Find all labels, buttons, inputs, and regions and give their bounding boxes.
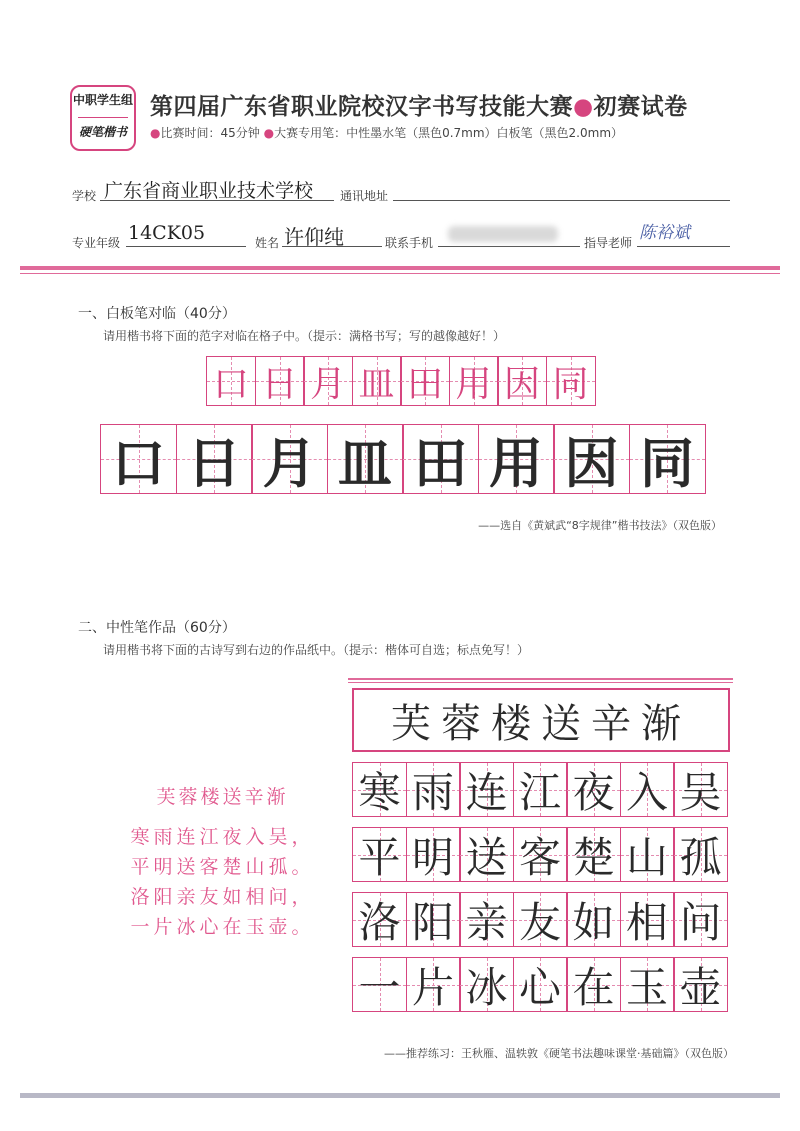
work-char-cell[interactable] (459, 762, 514, 817)
work-char-cell[interactable] (566, 827, 621, 882)
model-char: 月 (309, 363, 346, 405)
student-char: 口 (111, 431, 166, 495)
work-char-cell[interactable] (673, 827, 728, 882)
work-char-cell[interactable] (673, 892, 728, 947)
work-char-cell[interactable] (566, 957, 621, 1012)
work-char-cell[interactable] (352, 957, 407, 1012)
student-char: 田 (413, 431, 468, 495)
model-char: 日 (261, 363, 298, 405)
address-field[interactable] (393, 178, 730, 201)
student-char: 日 (187, 431, 241, 495)
teacher-label: 指导老师 (584, 236, 633, 250)
work-char-cell[interactable] (673, 957, 728, 1012)
model-char-cell (400, 356, 450, 406)
work-char-cell[interactable] (352, 762, 407, 817)
teacher-signature: 陈裕斌 (639, 223, 690, 243)
exam-title (150, 88, 688, 121)
work-char: 平 (358, 832, 401, 882)
work-char-cell[interactable] (513, 957, 568, 1012)
header-divider-band (20, 266, 780, 270)
work-row (352, 762, 727, 817)
student-char-cell[interactable] (629, 424, 706, 494)
work-char-cell[interactable] (513, 762, 568, 817)
work-char-cell[interactable] (406, 892, 461, 947)
phone-field[interactable] (438, 222, 580, 247)
work-char: 一 (358, 962, 401, 1012)
bullet-icon: ● (150, 126, 161, 140)
model-char: 田 (406, 363, 443, 405)
work-char-cell[interactable] (620, 762, 675, 817)
model-char: 因 (503, 363, 540, 405)
work-char: 友 (518, 897, 561, 947)
work-char: 如 (572, 897, 615, 947)
work-char: 冰 (465, 962, 508, 1012)
bullet-icon: ● (263, 126, 275, 140)
work-title: 芙蓉楼送辛渐 (391, 700, 691, 747)
work-char: 亲 (465, 897, 508, 947)
exam-title-suffix: 初赛试卷 (593, 94, 688, 120)
work-char-cell[interactable] (459, 957, 514, 1012)
badge-divider (78, 117, 128, 118)
exam-info (150, 124, 623, 141)
work-char: 江 (518, 767, 561, 817)
model-char-cell (303, 356, 353, 406)
work-title-box[interactable] (352, 688, 730, 752)
section2-instruction: 请用楷书将下面的古诗写到右边的作品纸中。（提示：楷体可自选；标点免写！） (103, 643, 530, 657)
work-char: 雨 (411, 767, 454, 817)
work-char: 孤 (679, 832, 722, 882)
poem-line: 洛阳亲友如相问， (130, 886, 315, 908)
phone-label: 联系手机 (385, 236, 434, 250)
work-char-cell[interactable] (566, 892, 621, 947)
section1-instruction: 请用楷书将下面的范字对临在格子中。（提示：满格书写；写的越像越好！） (103, 329, 506, 343)
exam-time: 比赛时间：45分钟 (160, 126, 260, 140)
page-bottom-bar (20, 1093, 780, 1098)
exam-pen: 大赛专用笔：中性墨水笔（黑色0.7mm）白板笔（黑色2.0mm） (274, 126, 624, 140)
work-char-cell[interactable] (459, 827, 514, 882)
model-char: 用 (455, 363, 492, 405)
section2-heading: 二、中性笔作品（60分） (78, 620, 236, 636)
work-char-cell[interactable] (620, 827, 675, 882)
work-char-cell[interactable] (673, 762, 728, 817)
work-char: 相 (625, 897, 668, 947)
work-char: 片 (411, 962, 454, 1012)
work-char-cell[interactable] (513, 892, 568, 947)
model-char: 皿 (358, 363, 395, 405)
title-dot-icon: ● (573, 94, 594, 120)
address-label: 通讯地址 (340, 189, 389, 203)
school-value: 广东省商业职业技术学校 (104, 180, 314, 202)
poem-title: 芙蓉楼送辛渐 (156, 786, 289, 808)
student-char: 同 (640, 431, 694, 495)
work-char: 送 (465, 832, 508, 882)
major-label: 专业年级 (72, 236, 121, 250)
work-char-cell[interactable] (513, 827, 568, 882)
work-char: 客 (518, 832, 561, 882)
section1-heading: 一、白板笔对临（40分） (78, 306, 236, 322)
model-char-cell (255, 356, 305, 406)
work-paper-top-line (348, 678, 733, 680)
header-divider-line (20, 273, 780, 274)
model-char-cell (206, 356, 256, 406)
student-char: 月 (262, 431, 317, 495)
model-char-cell (352, 356, 402, 406)
work-char-cell[interactable] (352, 892, 407, 947)
name-field[interactable] (282, 222, 382, 247)
work-char: 吴 (679, 767, 722, 817)
student-char-cell[interactable] (176, 424, 253, 494)
work-char-cell[interactable] (352, 827, 407, 882)
student-char: 因 (564, 431, 619, 495)
work-char-cell[interactable] (406, 957, 461, 1012)
student-char-cell[interactable] (327, 424, 404, 494)
poem-line: 寒雨连江夜入吴， (130, 826, 315, 848)
work-row (352, 892, 727, 947)
work-char: 连 (465, 767, 508, 817)
school-field[interactable] (100, 178, 334, 201)
student-char-grid (100, 424, 704, 494)
work-char-cell[interactable] (406, 762, 461, 817)
work-char: 洛 (358, 897, 401, 947)
name-value: 许仰纯 (284, 225, 344, 249)
teacher-field[interactable] (637, 222, 730, 247)
work-char: 问 (679, 897, 722, 947)
badge-group-label: 中职学生组 (72, 93, 133, 107)
work-char: 山 (625, 832, 668, 882)
work-char: 入 (625, 767, 668, 817)
model-char-grid (206, 356, 594, 406)
section1-source: ——选自《黄斌武“8字规律”楷书技法》（双色版） (478, 519, 722, 532)
work-char-cell[interactable] (620, 892, 675, 947)
student-char-cell[interactable] (100, 424, 177, 494)
work-char: 寒 (358, 767, 401, 817)
work-char-cell[interactable] (459, 892, 514, 947)
work-char-cell[interactable] (566, 762, 621, 817)
work-char: 楚 (572, 832, 615, 882)
badge-category-label: 硬笔楷书 (78, 125, 127, 139)
model-char-cell (497, 356, 547, 406)
work-char: 在 (572, 962, 615, 1012)
student-char: 皿 (338, 431, 392, 495)
student-char-cell[interactable] (402, 424, 479, 494)
group-badge (70, 85, 136, 151)
student-char: 用 (489, 431, 543, 495)
work-char-cell[interactable] (406, 827, 461, 882)
school-label: 学校 (72, 189, 97, 203)
work-char: 夜 (572, 767, 615, 817)
work-char: 心 (518, 962, 561, 1012)
model-char: 口 (212, 363, 249, 405)
work-row (352, 957, 727, 1012)
student-char-cell[interactable] (553, 424, 630, 494)
exam-title-main: 第四届广东省职业院校汉字书写技能大赛 (150, 94, 573, 120)
work-row (352, 827, 727, 882)
student-char-cell[interactable] (251, 424, 328, 494)
poem-line: 一片冰心在玉壶。 (130, 916, 315, 938)
name-label: 姓名 (255, 236, 280, 250)
model-char: 同 (552, 363, 589, 405)
model-char-cell (546, 356, 596, 406)
work-paper-top-line-thin (348, 682, 733, 683)
work-char-cell[interactable] (620, 957, 675, 1012)
model-char-cell (449, 356, 499, 406)
work-char: 阳 (411, 897, 454, 947)
student-char-cell[interactable] (478, 424, 555, 494)
work-char: 玉 (625, 962, 668, 1012)
poem-line: 平明送客楚山孤。 (130, 856, 315, 878)
major-field[interactable] (126, 222, 246, 247)
work-char: 壶 (679, 962, 722, 1012)
major-value: 14CK05 (128, 222, 206, 244)
section2-source: ——推荐练习：王秋雁、温轶敦《硬笔书法趣味课堂·基础篇》（双色版） (384, 1047, 734, 1060)
phone-redacted-blur (448, 226, 558, 242)
work-char: 明 (411, 832, 454, 882)
